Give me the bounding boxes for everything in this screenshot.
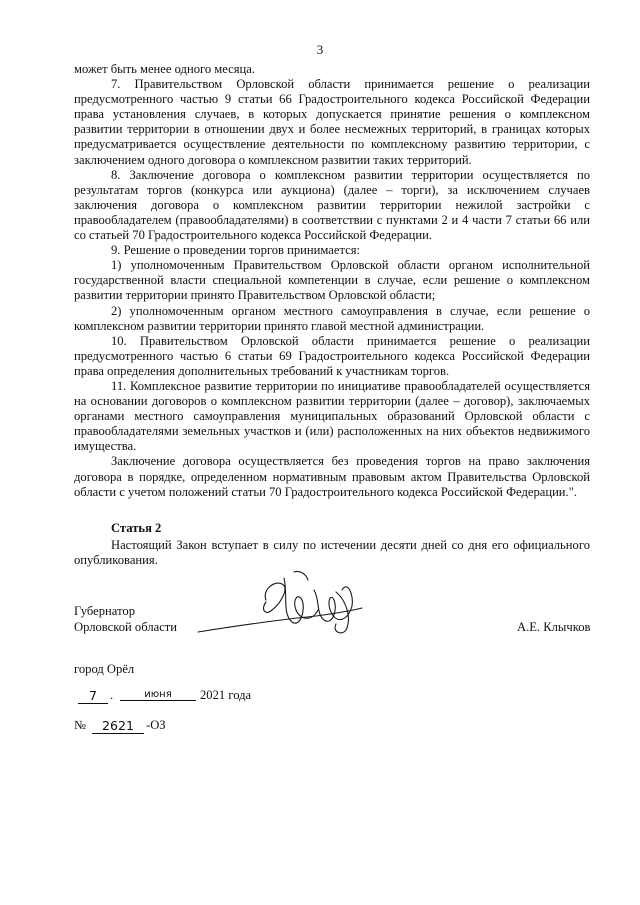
date-year: 2021 года <box>200 688 252 702</box>
signatory-title-line-2: Орловской области <box>74 619 178 634</box>
date-month: июня <box>120 689 196 701</box>
law-body-text <box>74 62 590 500</box>
paragraph: 1) уполномоченным Правительством Орловской области органом исполнительной государственной власти специальной компетенции в случае, если решение о комплексном развитии территории принято Правительством Орловской области; <box>74 258 590 303</box>
paragraph: Заключение договора осуществляется без проведения торгов на право заключения договора в порядке, определенном нормативным правовым актом Правительства Орловской области с учетом положений статьи 70 Градостроительного кодекса Российской Федерации.". <box>74 454 590 499</box>
handwritten-signature <box>196 570 366 650</box>
signatory-title <box>74 604 177 635</box>
page-number: 3 <box>316 42 324 57</box>
paragraph: 8. Заключение договора о комплексном развитии территории осуществляется по результатам торгов (конкурса или аукциона) (далее – торги), за исключением случаев заключения договора о комплексном развитии территории нежилой застройки с правообладателем (правообладателями) в соответствии с пунктами 2 и 4 части 7 статьи 66 или со статьей 70 Градостроительного кодекса Российской Федерации. <box>74 167 590 243</box>
law-number-line <box>74 718 274 736</box>
paragraph: 2) уполномоченным органом местного самоуправления в случае, если решение о комплексном развитии территории принято главой местной администрации. <box>74 303 590 333</box>
article-heading: Статья 2 <box>111 521 162 535</box>
paragraph: 11. Комплексное развитие территории по инициативе правообладателей осуществляется на основании договоров о комплексном развитии территории (далее – договор), заключаемых органами местного самоуправления муниципальных образований Орловской области с правообладателями земельных участков и (или) расположенных на них объектов недвижимого имущества. <box>74 378 590 454</box>
date-separator: . <box>110 688 114 702</box>
law-number-suffix: -ОЗ <box>146 718 166 732</box>
date-line <box>74 688 374 706</box>
number-sign: № <box>74 718 87 732</box>
law-number: 2621 <box>92 718 144 734</box>
article-text: Настоящий Закон вступает в силу по истечении десяти дней со дня его официального опубликования. <box>74 538 590 568</box>
date-day: 7 <box>78 688 108 704</box>
city-line: город Орёл <box>74 662 135 676</box>
signatory-name: А.Е. Клычков <box>517 620 591 634</box>
paragraph: 7. Правительством Орловской области принимается решение о реализации предусмотренного частью 9 статьи 66 Градостроительного кодекса Российской Федерации права установления случаев, в которых допускается принятие решения о комплексном развитии территории в отношении двух и более несмежных территорий, в границах которых предусматривается осуществление деятельности по комплексному развитию территории, с заключением одного договора о комплексном развитии таких территорий. <box>74 77 590 167</box>
paragraph: 10. Правительством Орловской области принимается решение о реализации предусмотренного частью 6 статьи 69 Градостроительного кодекса Российской Федерации права определения дополнительных требований к участникам торгов. <box>74 333 590 378</box>
signatory-title-line-1: Губернатор <box>74 604 135 618</box>
paragraph: 9. Решение о проведении торгов принимается: <box>111 243 360 258</box>
paragraph: может быть менее одного месяца. <box>74 62 256 76</box>
